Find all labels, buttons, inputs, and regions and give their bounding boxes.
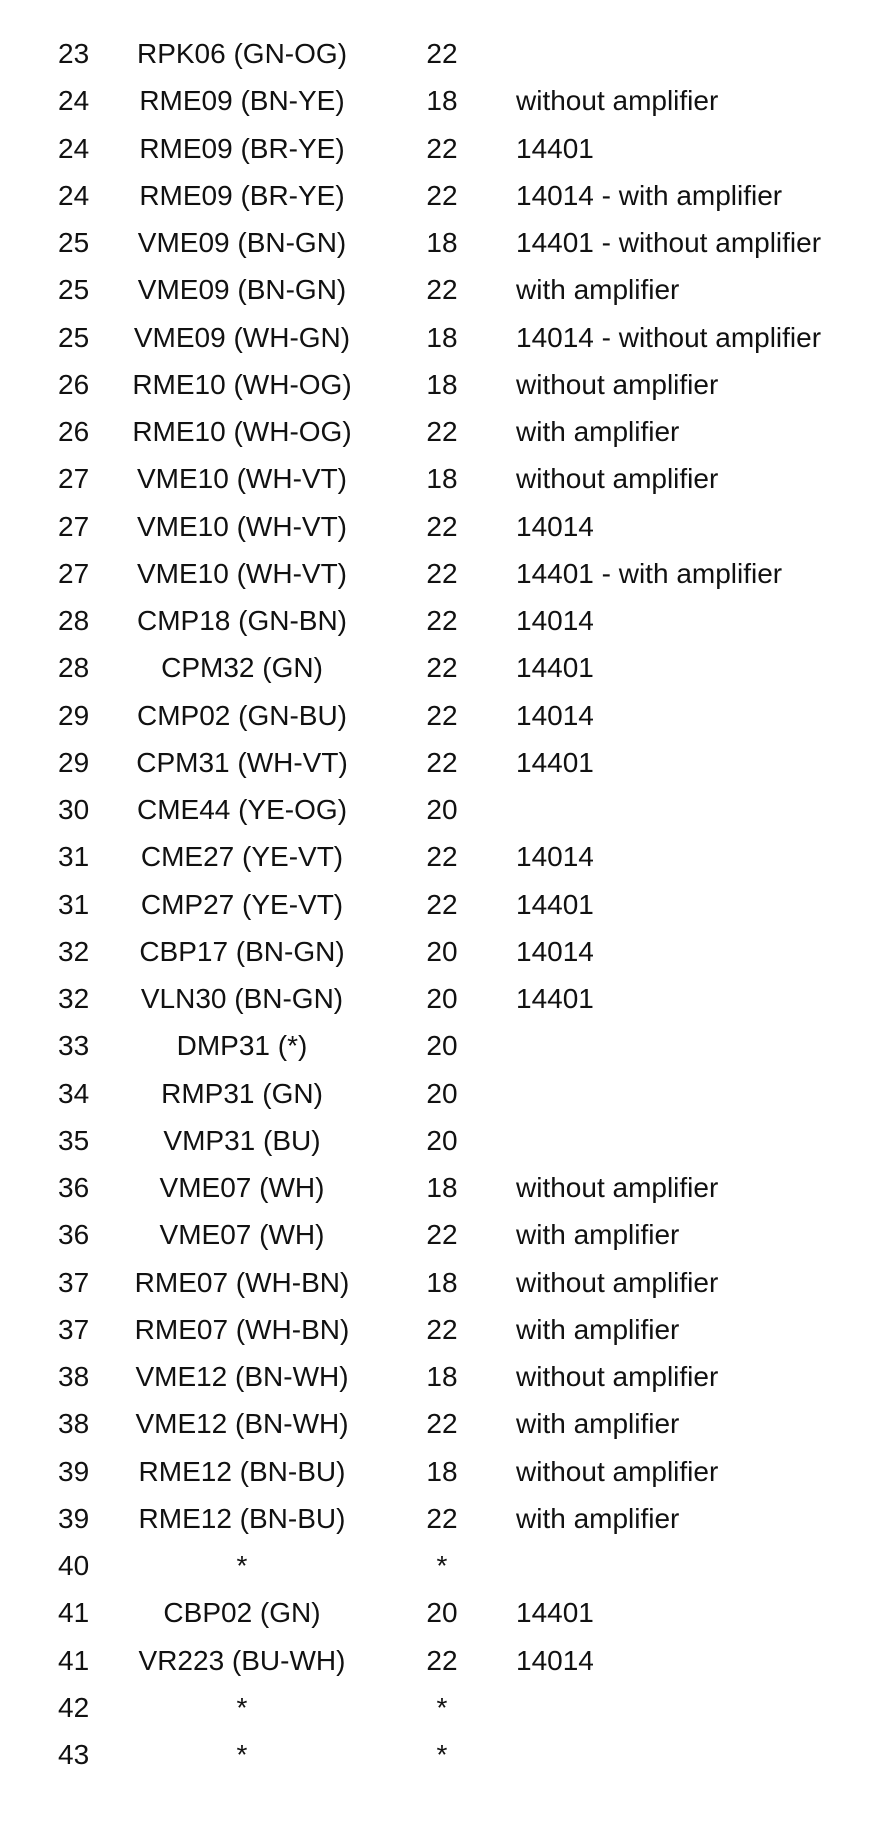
row-note: without amplifier bbox=[516, 368, 719, 400]
pin-number: 24 bbox=[58, 85, 90, 117]
wire-gauge: 18 bbox=[426, 463, 458, 495]
pin-number: 33 bbox=[58, 1030, 90, 1062]
signal-name: CME27 (YE-VT) bbox=[140, 841, 344, 873]
pin-number: 42 bbox=[58, 1691, 90, 1723]
pin-number: 26 bbox=[58, 416, 90, 447]
wire-gauge: 20 bbox=[426, 983, 458, 1014]
pin-number: 38 bbox=[58, 1361, 90, 1392]
pin-number: 29 bbox=[58, 746, 90, 778]
row-note: 14014 bbox=[516, 1644, 594, 1676]
row-note: without amplifier bbox=[516, 85, 719, 117]
table-row bbox=[0, 793, 896, 840]
row-note: 14401 bbox=[516, 746, 594, 778]
wire-gauge: 22 bbox=[426, 557, 458, 589]
signal-name: VME09 (BN-GN) bbox=[137, 227, 347, 258]
row-note: with amplifier bbox=[516, 1502, 680, 1534]
signal-name: VME12 (BN-WH) bbox=[135, 1361, 349, 1392]
pin-number: 31 bbox=[58, 841, 90, 873]
wire-gauge: * bbox=[436, 1550, 448, 1581]
signal-name: VME10 (WH-VT) bbox=[137, 557, 347, 589]
table-row bbox=[0, 982, 896, 1029]
wire-gauge: 22 bbox=[426, 1313, 458, 1345]
table-row bbox=[0, 1360, 896, 1407]
row-note: without amplifier bbox=[516, 1266, 719, 1298]
row-note: 14401 bbox=[516, 132, 594, 164]
pin-number: 32 bbox=[58, 983, 90, 1014]
table-row bbox=[0, 1171, 896, 1218]
wire-gauge: 18 bbox=[426, 1266, 458, 1298]
table-row bbox=[0, 321, 896, 368]
wire-gauge: 20 bbox=[426, 1030, 458, 1062]
row-note: 14401 bbox=[516, 888, 594, 920]
signal-name: VME09 (WH-GN) bbox=[133, 321, 351, 353]
wire-gauge: 18 bbox=[426, 321, 458, 353]
wire-gauge: 20 bbox=[426, 935, 458, 967]
table-row bbox=[0, 1077, 896, 1124]
signal-name: RME09 (BR-YE) bbox=[139, 132, 345, 164]
wire-gauge: 22 bbox=[426, 746, 458, 778]
signal-name: RME12 (BN-BU) bbox=[138, 1502, 346, 1534]
table-row bbox=[0, 226, 896, 273]
signal-name: VME10 (WH-VT) bbox=[137, 510, 347, 542]
wire-gauge: 20 bbox=[426, 794, 458, 825]
wire-gauge: 18 bbox=[426, 1361, 458, 1392]
signal-name: VME07 (WH) bbox=[159, 1172, 325, 1203]
pin-number: 37 bbox=[58, 1266, 90, 1298]
wire-gauge: 22 bbox=[426, 605, 458, 636]
table-row bbox=[0, 935, 896, 982]
table-row bbox=[0, 557, 896, 604]
pin-number: 34 bbox=[58, 1077, 90, 1109]
row-note: 14401 bbox=[516, 652, 594, 684]
wire-gauge: 18 bbox=[426, 85, 458, 117]
row-note: 14401 bbox=[516, 1597, 594, 1629]
pin-number: 36 bbox=[58, 1172, 90, 1203]
wire-gauge: 22 bbox=[426, 1502, 458, 1534]
row-note: with amplifier bbox=[516, 1219, 680, 1251]
wire-gauge: 22 bbox=[426, 1219, 458, 1251]
table-row bbox=[0, 1407, 896, 1454]
signal-name: RME09 (BR-YE) bbox=[139, 179, 345, 211]
signal-name: RME07 (WH-BN) bbox=[134, 1266, 350, 1298]
table-row bbox=[0, 888, 896, 935]
table-row bbox=[0, 179, 896, 226]
signal-name: DMP31 (*) bbox=[176, 1030, 308, 1062]
pin-number: 36 bbox=[58, 1219, 90, 1251]
pin-number: 24 bbox=[58, 132, 90, 164]
table-row bbox=[0, 1124, 896, 1171]
wire-gauge: 20 bbox=[426, 1124, 458, 1156]
pin-number: 39 bbox=[58, 1502, 90, 1534]
signal-name: VLN30 (BN-GN) bbox=[140, 983, 344, 1014]
wire-gauge: 22 bbox=[426, 841, 458, 873]
table-row bbox=[0, 840, 896, 887]
pin-number: 23 bbox=[58, 38, 90, 69]
pin-number: 43 bbox=[58, 1739, 90, 1770]
table-row bbox=[0, 1218, 896, 1265]
signal-name: CME44 (YE-OG) bbox=[136, 794, 348, 825]
pin-number: 25 bbox=[58, 227, 90, 258]
pin-number: 26 bbox=[58, 368, 90, 400]
table-row bbox=[0, 1549, 896, 1596]
signal-name: RME09 (BN-YE) bbox=[139, 85, 345, 117]
row-note: 14401 - without amplifier bbox=[516, 227, 822, 258]
pin-number: 28 bbox=[58, 652, 90, 684]
row-note: 14014 bbox=[516, 699, 594, 731]
row-note: 14014 bbox=[516, 841, 594, 873]
row-note: 14401 - with amplifier bbox=[516, 557, 783, 589]
row-note: with amplifier bbox=[516, 1408, 680, 1440]
signal-name: VMP31 (BU) bbox=[163, 1124, 321, 1156]
signal-name: CBP17 (BN-GN) bbox=[139, 935, 345, 967]
wire-gauge: 22 bbox=[426, 888, 458, 920]
pin-number: 35 bbox=[58, 1124, 90, 1156]
row-note: with amplifier bbox=[516, 416, 680, 447]
table-row bbox=[0, 1691, 896, 1738]
table-row bbox=[0, 132, 896, 179]
pin-number: 37 bbox=[58, 1313, 90, 1345]
wire-gauge: 18 bbox=[426, 1172, 458, 1203]
wire-gauge: 22 bbox=[426, 38, 458, 69]
table-row bbox=[0, 1455, 896, 1502]
signal-name: VME12 (BN-WH) bbox=[135, 1408, 349, 1440]
table-row bbox=[0, 273, 896, 320]
wire-gauge: 22 bbox=[426, 1408, 458, 1440]
pin-number: 39 bbox=[58, 1455, 90, 1487]
signal-name: VME09 (BN-GN) bbox=[137, 274, 347, 306]
pin-number: 40 bbox=[58, 1550, 90, 1581]
signal-name: CMP02 (GN-BU) bbox=[136, 699, 347, 731]
row-note: with amplifier bbox=[516, 1313, 680, 1345]
wire-gauge: 18 bbox=[426, 368, 458, 400]
table-row bbox=[0, 1029, 896, 1076]
row-note: without amplifier bbox=[516, 463, 719, 495]
signal-name: RME12 (BN-BU) bbox=[138, 1455, 346, 1487]
table-row bbox=[0, 415, 896, 462]
wire-gauge: 22 bbox=[426, 179, 458, 211]
signal-name: VME07 (WH) bbox=[159, 1219, 325, 1251]
signal-name: CPM32 (GN) bbox=[161, 652, 323, 684]
row-note: 14014 bbox=[516, 510, 594, 542]
wire-gauge: 22 bbox=[426, 699, 458, 731]
signal-name: * bbox=[236, 1691, 248, 1723]
pin-number: 25 bbox=[58, 321, 90, 353]
wire-gauge: 22 bbox=[426, 510, 458, 542]
pin-number: 25 bbox=[58, 274, 90, 306]
table-row bbox=[0, 37, 896, 84]
pin-number: 27 bbox=[58, 463, 90, 495]
signal-name: CMP18 (GN-BN) bbox=[136, 605, 347, 636]
table-row bbox=[0, 746, 896, 793]
row-note: 14014 bbox=[516, 605, 594, 636]
table-row bbox=[0, 1313, 896, 1360]
signal-name: VR223 (BU-WH) bbox=[138, 1644, 346, 1676]
table-row bbox=[0, 84, 896, 131]
table-row bbox=[0, 462, 896, 509]
pin-number: 30 bbox=[58, 794, 90, 825]
pin-number: 41 bbox=[58, 1644, 90, 1676]
wire-gauge: * bbox=[436, 1691, 448, 1723]
pin-number: 28 bbox=[58, 605, 90, 636]
row-note: without amplifier bbox=[516, 1172, 719, 1203]
signal-name: RME10 (WH-OG) bbox=[132, 416, 352, 447]
wire-gauge: 18 bbox=[426, 227, 458, 258]
wire-gauge: 20 bbox=[426, 1597, 458, 1629]
row-note: 14014 - with amplifier bbox=[516, 179, 783, 211]
wire-gauge: 22 bbox=[426, 132, 458, 164]
pin-number: 24 bbox=[58, 179, 90, 211]
pin-number: 27 bbox=[58, 557, 90, 589]
row-note: 14014 - without amplifier bbox=[516, 321, 822, 353]
row-note: without amplifier bbox=[516, 1361, 719, 1392]
wiring-table bbox=[0, 37, 896, 1785]
signal-name: * bbox=[236, 1550, 248, 1581]
pin-number: 31 bbox=[58, 888, 90, 920]
table-row bbox=[0, 1644, 896, 1691]
pin-number: 38 bbox=[58, 1408, 90, 1440]
wire-gauge: * bbox=[436, 1739, 448, 1770]
wire-gauge: 20 bbox=[426, 1077, 458, 1109]
table-row bbox=[0, 651, 896, 698]
table-row bbox=[0, 604, 896, 651]
signal-name: RME10 (WH-OG) bbox=[132, 368, 352, 400]
wire-gauge: 22 bbox=[426, 652, 458, 684]
signal-name: VME10 (WH-VT) bbox=[137, 463, 347, 495]
row-note: 14401 bbox=[516, 983, 594, 1014]
pin-number: 29 bbox=[58, 699, 90, 731]
signal-name: * bbox=[236, 1739, 248, 1770]
table-row bbox=[0, 368, 896, 415]
wire-gauge: 22 bbox=[426, 1644, 458, 1676]
wire-gauge: 18 bbox=[426, 1455, 458, 1487]
signal-name: CPM31 (WH-VT) bbox=[136, 746, 348, 778]
signal-name: RME07 (WH-BN) bbox=[134, 1313, 350, 1345]
table-row bbox=[0, 1266, 896, 1313]
table-row bbox=[0, 1596, 896, 1643]
table-row bbox=[0, 1502, 896, 1549]
pin-number: 41 bbox=[58, 1597, 90, 1629]
signal-name: RMP31 (GN) bbox=[161, 1077, 323, 1109]
signal-name: RPK06 (GN-OG) bbox=[136, 38, 348, 69]
wire-gauge: 22 bbox=[426, 416, 458, 447]
table-row bbox=[0, 1738, 896, 1785]
signal-name: CMP27 (YE-VT) bbox=[140, 888, 344, 920]
pin-number: 32 bbox=[58, 935, 90, 967]
row-note: without amplifier bbox=[516, 1455, 719, 1487]
pin-number: 27 bbox=[58, 510, 90, 542]
signal-name: CBP02 (GN) bbox=[163, 1597, 321, 1629]
table-row bbox=[0, 699, 896, 746]
table-row bbox=[0, 510, 896, 557]
wire-gauge: 22 bbox=[426, 274, 458, 306]
row-note: 14014 bbox=[516, 935, 594, 967]
row-note: with amplifier bbox=[516, 274, 680, 306]
